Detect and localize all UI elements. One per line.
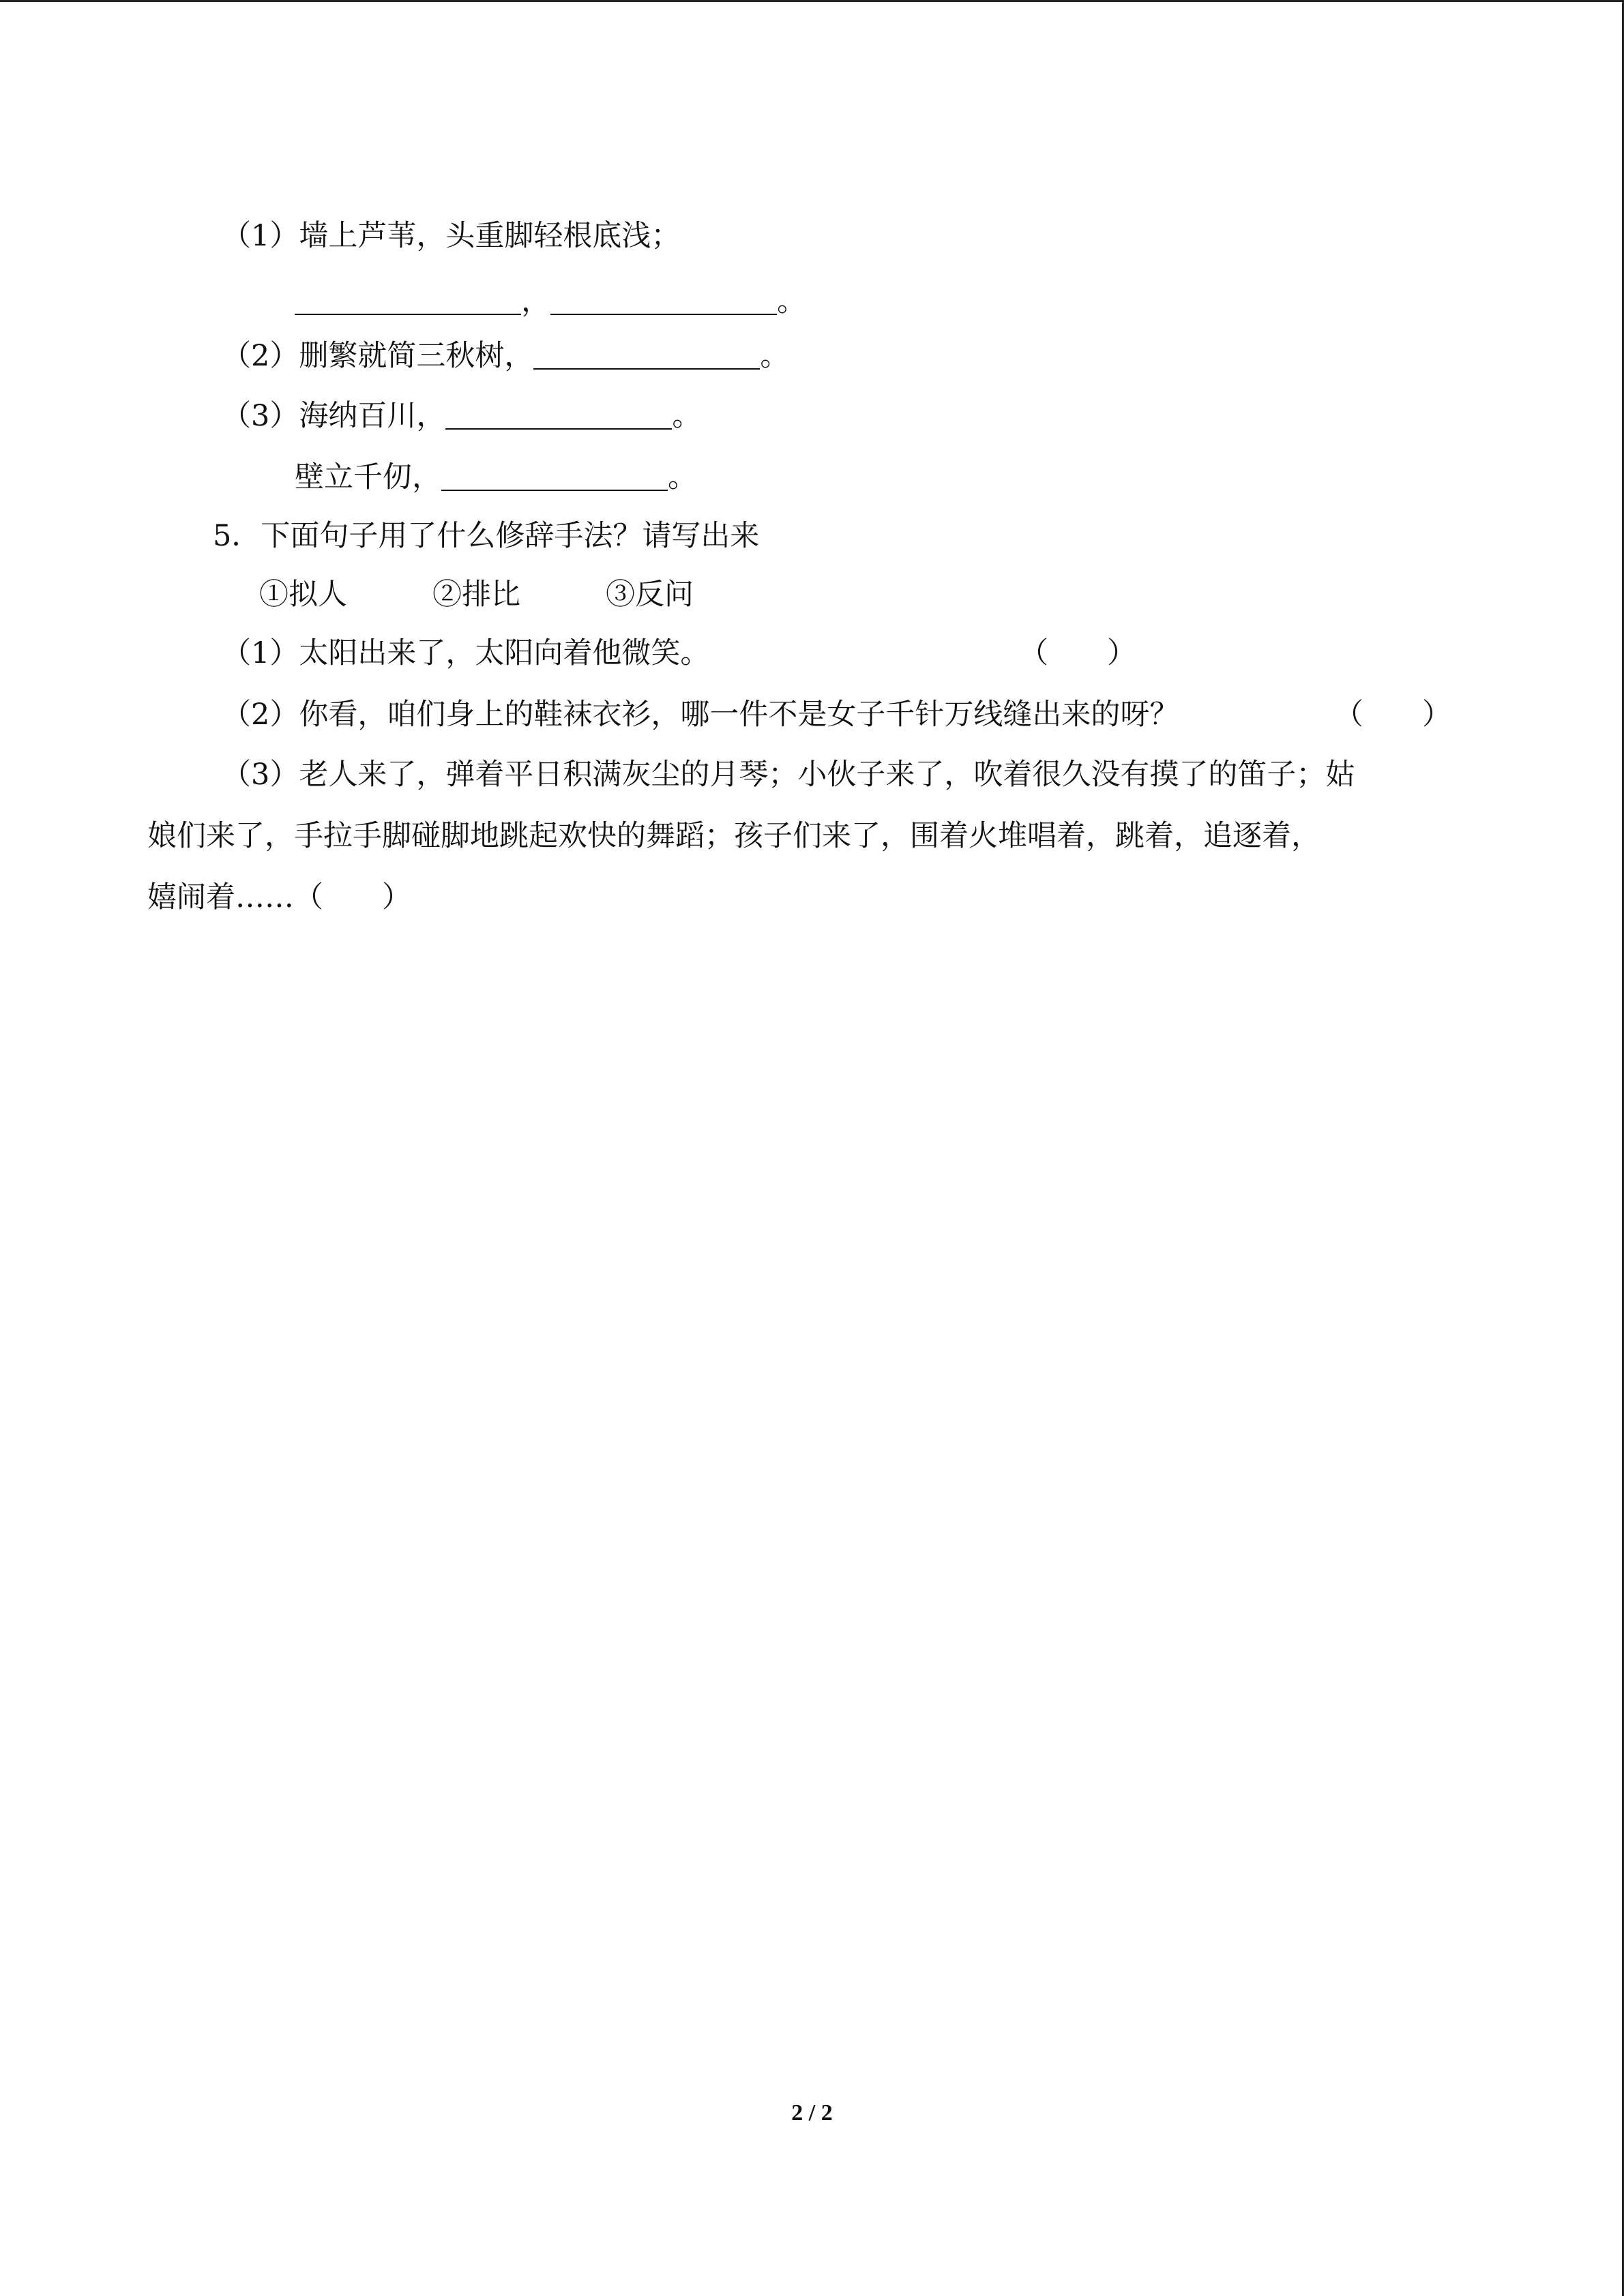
q5-options-line [259, 574, 694, 615]
q5-sentence2-paren: （ ） [1334, 698, 1451, 732]
q4-item3a-text: （3）海纳百川， [222, 399, 446, 433]
q5-sentence2-text: （2）你看，咱们身上的鞋袜衣衫，哪一件不是女子千针万线缝出来的呀？ [222, 698, 1179, 732]
q4-item3b-blank[interactable] [441, 461, 668, 491]
q5-option-personification: ①拟人 [259, 578, 347, 612]
q4-item3b-line [295, 457, 697, 498]
q5-sentence2-line [222, 694, 1179, 735]
q5-sentence1-answer[interactable] [1019, 633, 1136, 674]
q5-sentence3-line2 [147, 816, 1320, 856]
q5-sentence3-text-1: （3）老人来了，弹着平日积满灰尘的月琴；小伙子来了，吹着很久没有摸了的笛子；姑 [222, 758, 1355, 792]
q4-item3b-text: 壁立千仞， [295, 460, 441, 494]
q4-item2-period: 。 [760, 339, 790, 373]
page-top-border [0, 0, 1624, 2]
q5-option-rhetorical-question: ③反问 [606, 578, 694, 612]
q5-sentence3-text-2: 娘们来了，手拉手脚碰脚地跳起欢快的舞蹈；孩子们来了，围着火堆唱着，跳着，追逐着， [147, 819, 1320, 853]
q5-heading [213, 516, 759, 556]
q4-item1-line [222, 215, 680, 256]
q4-item2-line [222, 336, 789, 376]
q5-sentence1-paren: （ ） [1019, 636, 1136, 670]
q5-sentence2-answer[interactable] [1334, 694, 1451, 735]
q5-sentence3-line1 [222, 754, 1355, 795]
q4-item2-blank[interactable] [533, 340, 760, 370]
q4-item1-blank-1[interactable] [295, 285, 521, 315]
q4-item1-answer-line [295, 281, 806, 322]
page-number: 2 / 2 [791, 2100, 833, 2126]
q4-item1-period: 。 [777, 284, 806, 318]
q5-sentence1-text: （1）太阳出来了，太阳向着他微笑。 [222, 636, 710, 670]
q4-item1-blank-2[interactable] [550, 285, 777, 315]
q4-item1-text: （1）墙上芦苇，头重脚轻根底浅； [222, 219, 681, 253]
q4-item3a-blank[interactable] [445, 400, 672, 430]
q5-option-parallelism: ②排比 [432, 578, 520, 612]
q5-heading-text: 5．下面句子用了什么修辞手法？请写出来 [213, 519, 760, 553]
q4-item3a-period: 。 [672, 399, 702, 433]
q5-sentence3-text-3: 嬉闹着……（ ） [147, 880, 411, 914]
q4-item1-separator: ， [521, 284, 550, 318]
q5-sentence1-line [222, 633, 709, 674]
q4-item2-text: （2）删繁就简三秋树， [222, 339, 534, 373]
q5-sentence3-line3[interactable] [147, 877, 411, 918]
q4-item3b-period: 。 [668, 460, 697, 494]
q4-item3a-line [222, 396, 701, 436]
